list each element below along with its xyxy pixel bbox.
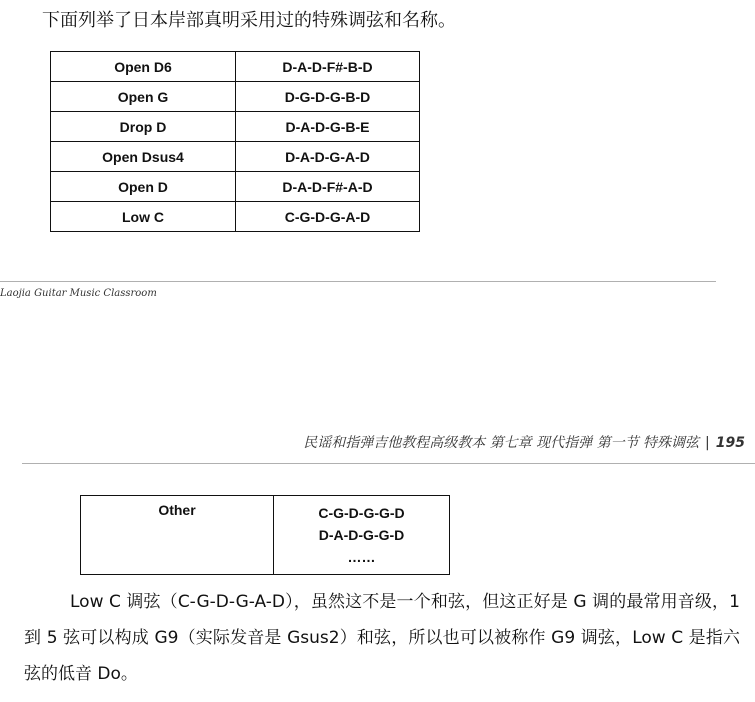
header-separator: | (705, 435, 710, 451)
tuning-name: Other (81, 496, 274, 575)
ellipsis: …… (347, 549, 376, 565)
table-row (51, 202, 420, 232)
tuning-name: Open D (51, 172, 236, 202)
table-row (51, 172, 420, 202)
header-divider (22, 463, 755, 464)
table-row (51, 142, 420, 172)
tuning-notes: D-A-D-G-A-D (236, 142, 420, 172)
footer-divider (0, 281, 716, 282)
other-tuning-table (80, 495, 450, 575)
tuning-notes: D-A-D-F#-A-D (236, 172, 420, 202)
tuning-notes: D-G-D-G-B-D (236, 82, 420, 112)
page-footer: Laojia Guitar Music Classroom (0, 288, 157, 299)
body-paragraph: Low C 调弦（C-G-D-G-A-D），虽然这不是一个和弦，但这正好是 G 调的最常用音级，1 到 5 弦可以构成 G9（实际发音是 Gsus2）和弦，所以也可以被称作 G9 调弦，Low C 是指六弦的低音 Do。 (24, 592, 740, 684)
tuning-name: Drop D (51, 112, 236, 142)
tuning-notes: D-A-D-G-G-D (318, 527, 405, 543)
tuning-notes-list (274, 496, 450, 575)
tuning-name: Open Dsus4 (51, 142, 236, 172)
tuning-name: Low C (51, 202, 236, 232)
intro-text: 下面列举了日本岸部真明采用过的特殊调弦和名称。 (42, 10, 456, 31)
tuning-table (50, 51, 420, 232)
page-header (303, 432, 745, 452)
header-title: 民谣和指弹吉他教程高级教本 第七章 现代指弹 第一节 特殊调弦 (303, 435, 700, 451)
table-row (51, 82, 420, 112)
page-number: 195 (715, 435, 745, 451)
table-row (81, 496, 450, 575)
tuning-notes: D-A-D-F#-B-D (236, 52, 420, 82)
tuning-notes: C-G-D-G-A-D (236, 202, 420, 232)
tuning-notes: C-G-D-G-G-D (318, 505, 405, 521)
table-row (51, 52, 420, 82)
tuning-notes: D-A-D-G-B-E (236, 112, 420, 142)
tuning-name: Open D6 (51, 52, 236, 82)
tuning-name: Open G (51, 82, 236, 112)
table-row (51, 112, 420, 142)
